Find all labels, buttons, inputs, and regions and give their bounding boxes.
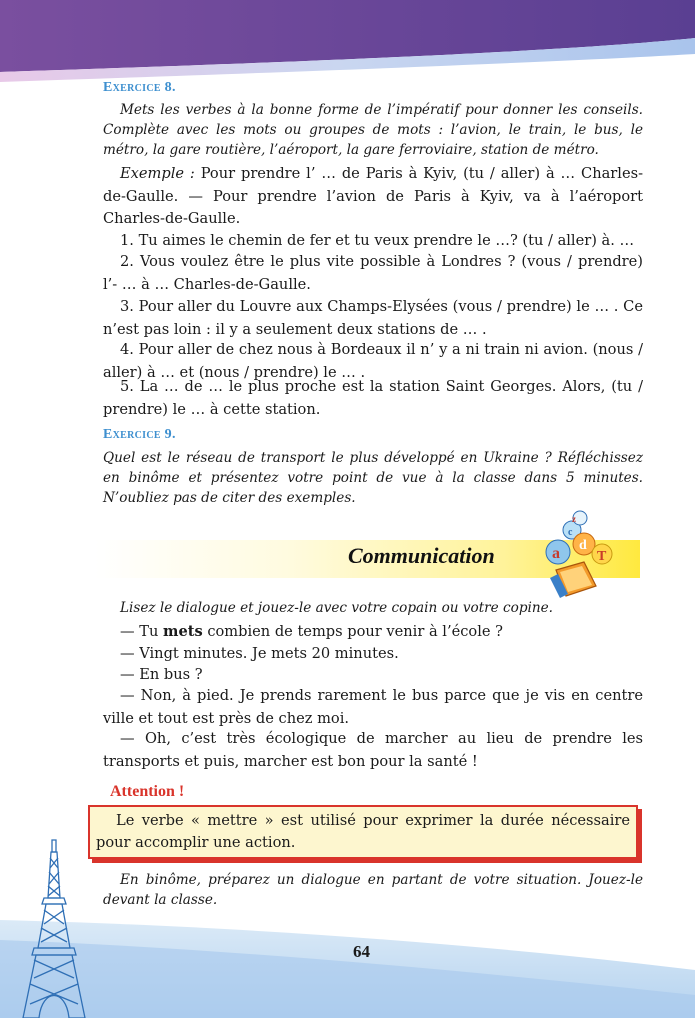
exercise-8-title: Exercice 8. bbox=[103, 80, 176, 95]
footer-band bbox=[0, 900, 695, 1018]
exercise-9-instruction: Quel est le réseau de transport le plus développé en Ukraine ? Réfléchissez en binôme et présentez votre point de vue à la classe dans 5 minutes. N’oubliez pas de citer des exemples. bbox=[103, 450, 643, 506]
icon-letter-c: c bbox=[568, 527, 573, 538]
exercise-8-item-1: 1. Tu aimes le chemin de fer et tu veux prendre le …? (tu / aller) à. … bbox=[120, 232, 635, 249]
exercise-8-item-5: 5. La … de … le plus proche est la station Saint Georges. Alors, (tu / prendre) le … à cette station. bbox=[103, 378, 643, 418]
example-label: Exemple : bbox=[120, 165, 195, 182]
eiffel-tower-illustration bbox=[22, 838, 86, 1018]
exercise-8-example bbox=[103, 163, 643, 231]
dialogue-line-3: — En bus ? bbox=[120, 666, 203, 683]
icon-letter-z: z bbox=[572, 514, 576, 524]
exercise-8-instruction: Mets les verbes à la bonne forme de l’impératif pour donner les conseils. Complète avec les mots ou groupes de mots : l’avion, le train, le bus, le métro, la gare routière, l’aéroport, la gare ferroviaire, station de métro. bbox=[103, 102, 643, 158]
exercise-8-item-4: 4. Pour aller de chez nous à Bordeaux il n’ y a ni train ni avion. (nous / aller) à … et (nous / prendre) le … . bbox=[103, 341, 643, 381]
icon-letter-t: T bbox=[597, 549, 607, 564]
dialogue-intro: Lisez le dialogue et jouez-le avec votre copain ou votre copine. bbox=[120, 600, 553, 616]
attention-label: Attention ! bbox=[110, 783, 185, 800]
page-number: 64 bbox=[353, 942, 370, 961]
closing-instruction: En binôme, préparez un dialogue en partant de votre situation. Jouez-le devant la classe. bbox=[103, 872, 643, 908]
dialogue-line-1-bold: mets bbox=[163, 623, 203, 640]
dialogue-line-1-pre: — Tu bbox=[120, 623, 164, 640]
attention-text: Le verbe « mettre » est utilisé pour exprimer la durée nécessaire pour accomplir une action. bbox=[96, 812, 630, 851]
book-letters-icon bbox=[538, 508, 616, 600]
dialogue-line-4: — Non, à pied. Je prends rarement le bus parce que je vis en centre ville et tout est près de chez moi. bbox=[103, 687, 643, 727]
exercise-8-item-3: 3. Pour aller du Louvre aux Champs-Elysées (vous / prendre) le … . Ce n’est pas loin : il y a seulement deux stations de … . bbox=[103, 298, 643, 338]
example-text: Pour prendre l’ … de Paris à Kyiv, (tu / aller) à … Charles-de-Gaulle. — Pour prendre l’avion de Paris à Kyiv, va à l’aéroport Charles-de-Gaulle. bbox=[103, 165, 643, 227]
exercise-9-title: Exercice 9. bbox=[103, 427, 176, 442]
dialogue-line-1 bbox=[103, 621, 643, 644]
dialogue-line-5: — Oh, c’est très écologique de marcher au lieu de prendre les transports et puis, marcher est bon pour la santé ! bbox=[103, 730, 643, 770]
attention-box bbox=[88, 805, 638, 859]
icon-letter-d: d bbox=[579, 538, 587, 553]
exercise-8-item-2: 2. Vous voulez être le plus vite possible à Londres ? (vous / prendre) l’- … à … Charles-de-Gaulle. bbox=[103, 253, 643, 293]
icon-letter-a: a bbox=[552, 545, 560, 562]
communication-title: Communication bbox=[348, 543, 495, 568]
dialogue-line-2: — Vingt minutes. Je mets 20 minutes. bbox=[120, 645, 399, 662]
header-band bbox=[0, 0, 695, 82]
dialogue-line-1-post: combien de temps pour venir à l’école ? bbox=[202, 623, 503, 640]
